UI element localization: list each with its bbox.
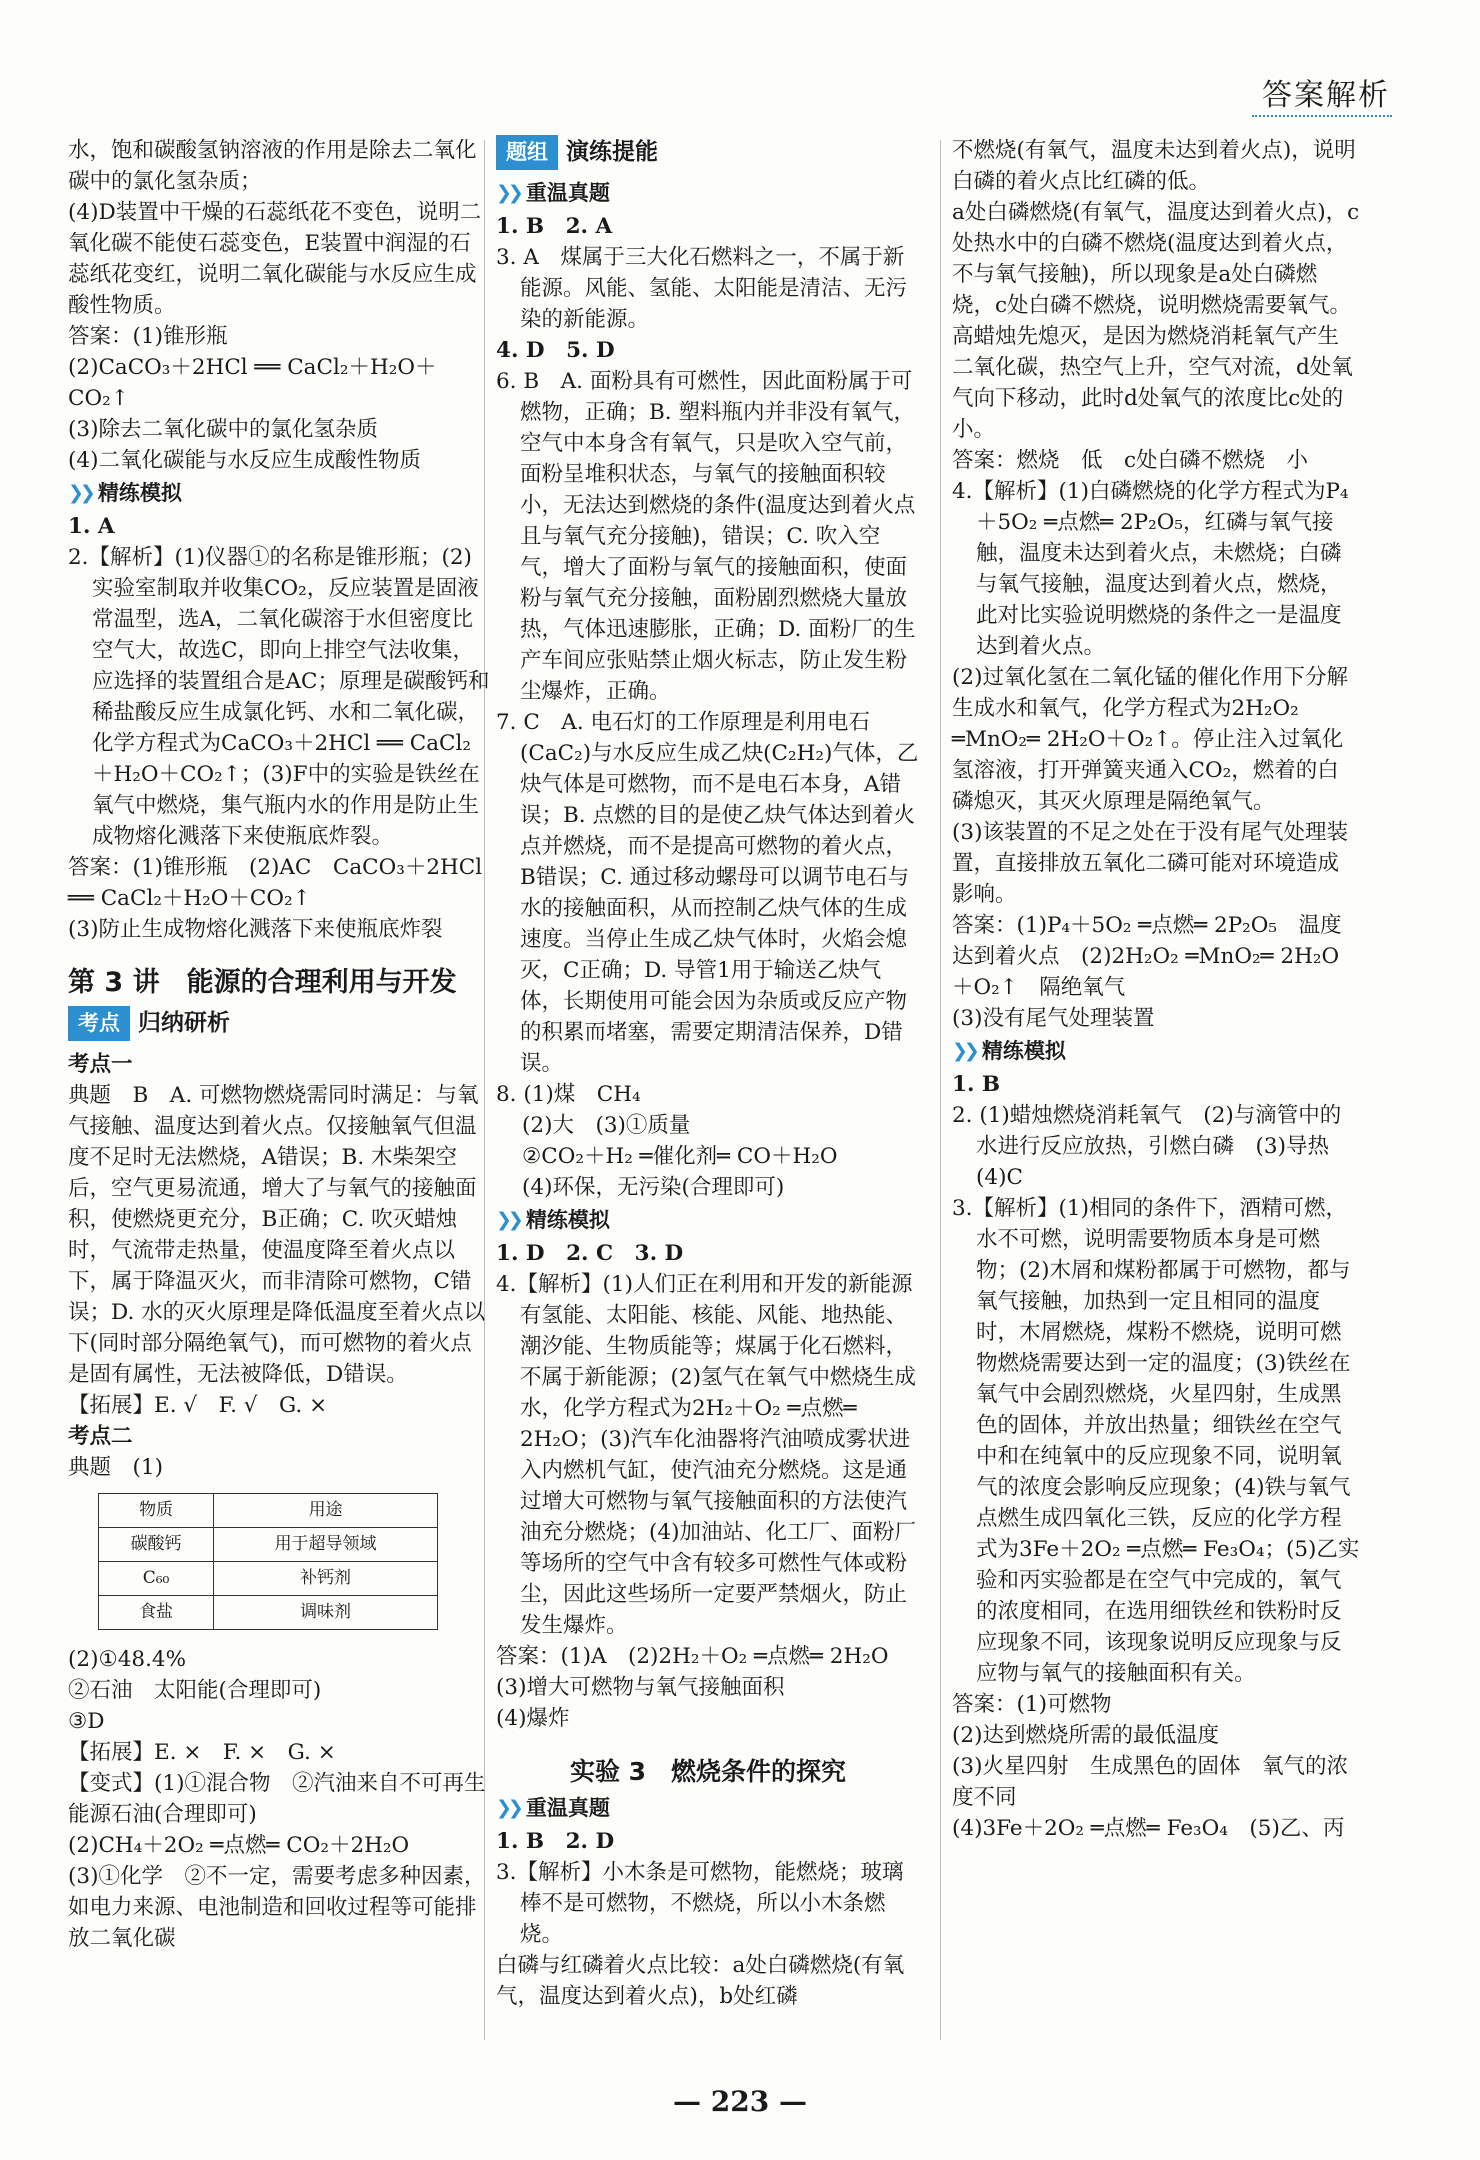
table-cell: 用于超导领域 bbox=[214, 1528, 438, 1562]
chevron-icon: ❯❯ bbox=[496, 1209, 520, 1231]
explanation: 典题 B A. 可燃物燃烧需同时满足：与氧气接触、温度达到着火点。仅接触氧气但温度不足时无法燃烧，A错误；B. 木柴架空后，空气更易流通，增大了与氧气的接触面积，使燃烧更充分，B正确；C. 吹灭蜡烛时，气流带走热量，使温度降至着火点以下，属于降温灭火，而非清除可燃物，C错误；D. 水的灭火原理是降低温度至着火点以下(同时部分隔绝氧气)，而可燃物的着火点是固有属性，无法被降低，D错误。 bbox=[68, 1083, 486, 1387]
text-line: (2)①48.4% bbox=[68, 1647, 187, 1672]
answer-line: (2)达到燃烧所需的最低温度 bbox=[952, 1723, 1219, 1748]
section-heading: ❯❯ 重温真题 bbox=[496, 178, 920, 209]
table-cell: 碳酸钙 bbox=[99, 1528, 214, 1562]
answer-line: 答案：(1)可燃物 bbox=[952, 1692, 1112, 1717]
text-line: (4)D装置中干燥的石蕊纸花不变色，说明二氧化碳不能使石蕊变色，E装置中润湿的石蕊纸花变红，说明二氧化碳能与水反应生成酸性物质。 bbox=[68, 200, 482, 318]
explanation: 7. C A. 电石灯的工作原理是利用电石(CaC₂)与水反应生成乙炔(C₂H₂)气体，乙炔气体是可燃物，而不是电石本身，A错误；B. 点燃的目的是使乙炔气体达到着火点并燃烧，而不是提高可燃物的着火点，B错误；C. 通过移动螺母可以调节电石与水的接触面积，从而控制乙炔气体的生成速度。当停止生成乙炔气体时，火焰会熄灭，C正确；D. 导管1用于输送乙炔气体，长期使用可能会因为杂质或反应产物的积累而堵塞，需要定期清洁保养，D错误。 bbox=[496, 710, 919, 1076]
answer-line: (2)大 (3)①质量 bbox=[522, 1113, 691, 1138]
explanation: 4.【解析】(1)人们正在利用和开发的新能源有氢能、太阳能、核能、风能、地热能、潮汐能、生物质能等；煤属于化石燃料，不属于新能源；(2)氢气在氧气中燃烧生成水，化学方程式为2H₂＋O₂ ═点燃═ 2H₂O；(3)汽车化油器将汽油喷成雾状进入内燃机气缸，使汽油充分燃烧。这是通过增大可燃物与氧气接触面积的方法使汽油充分燃烧；(4)加油站、化工厂、面粉厂等场所的空气中含有较多可燃性气体或粉尘，因此这些场所一定要严禁烟火，防止发生爆炸。 bbox=[496, 1272, 916, 1638]
column-3 bbox=[952, 135, 1360, 1844]
equation-line: ②CO₂＋H₂ ═催化剂═ CO＋H₂O bbox=[522, 1144, 838, 1169]
tag-label: 考点 bbox=[68, 1006, 130, 1041]
section-heading: ❯❯ 重温真题 bbox=[496, 1793, 920, 1824]
table-cell: 补钙剂 bbox=[214, 1562, 438, 1596]
text-line: 白磷与红磷着火点比较：a处白磷燃烧(有氧气，温度达到着火点)，b处红磷 bbox=[496, 1953, 905, 2009]
section-heading: ❯❯ 精练模拟 bbox=[952, 1036, 1360, 1067]
table-header: 物质 bbox=[99, 1494, 214, 1528]
header-rule bbox=[1252, 115, 1392, 117]
chevron-icon: ❯❯ bbox=[496, 182, 520, 204]
answer-line: 答案：(1)A (2)2H₂＋O₂ ═点燃═ 2H₂O bbox=[496, 1644, 889, 1669]
tag-title: 归纳研析 bbox=[138, 1010, 230, 1036]
tag-title: 演练提能 bbox=[566, 139, 658, 165]
variant-line: 【变式】(1)①混合物 ②汽油来自不可再生能源石油(合理即可) bbox=[68, 1771, 486, 1827]
answer-line: 答案：(1)锥形瓶 bbox=[68, 324, 228, 349]
answer-line: (3)防止生成物熔化溅落下来使瓶底炸裂 bbox=[68, 917, 443, 942]
text-line: (2)过氧化氢在二氧化锰的催化作用下分解生成水和氧气，化学方程式为2H₂O₂ ═MnO₂═ 2H₂O＋O₂↑。停止注入过氧化氢溶液，打开弹簧夹通入CO₂，燃着的白磷熄灭，其灭火原理是隔绝氧气。 bbox=[952, 665, 1348, 814]
answer-line: (3)除去二氧化碳中的氯化氢杂质 bbox=[68, 417, 378, 442]
answer-line: (4)爆炸 bbox=[496, 1706, 570, 1731]
answer-line: (4)环保，无污染(合理即可) bbox=[522, 1175, 785, 1200]
table-cell: 食盐 bbox=[99, 1596, 214, 1630]
answer-line: (3)增大可燃物与氧气接触面积 bbox=[496, 1675, 785, 1700]
explanation: 3. A 煤属于三大化石燃料之一，不属于新能源。风能、氢能、太阳能是清洁、无污染的新能源。 bbox=[496, 245, 908, 332]
experiment-title: 实验 3 燃烧条件的探究 bbox=[569, 1757, 847, 1786]
section-heading: ❯❯ 精练模拟 bbox=[68, 478, 490, 509]
page-header: 答案解析 bbox=[1262, 78, 1390, 113]
section-heading: ❯❯ 精练模拟 bbox=[496, 1205, 920, 1236]
page-number: — 223 — bbox=[673, 2085, 807, 2118]
text-line: (3)该装置的不足之处在于没有尾气处理装置，直接排放五氧化二磷可能对环境造成影响。 bbox=[952, 820, 1348, 907]
answer-line: 8. (1)煤 CH₄ bbox=[496, 1082, 641, 1107]
text-line: 典题 (1) bbox=[68, 1455, 163, 1480]
table-cell: 调味剂 bbox=[214, 1596, 438, 1630]
subheading: 考点二 bbox=[68, 1424, 133, 1449]
text-line: (3)①化学 ②不一定，需要考虑多种因素，如电力来源、电池制造和回收过程等可能排放二氧化碳 bbox=[68, 1864, 486, 1951]
answer-line: 1. B 2. A bbox=[496, 214, 613, 239]
answer-line: (2)CaCO₃＋2HCl ══ CaCl₂＋H₂O＋CO₂↑ bbox=[68, 355, 437, 411]
text-line: 不燃烧(有氧气，温度未达到着火点)，说明白磷的着火点比红磷的低。 bbox=[952, 138, 1356, 194]
equation-line: (2)CH₄＋2O₂ ═点燃═ CO₂＋2H₂O bbox=[68, 1833, 410, 1858]
chevron-icon: ❯❯ bbox=[68, 482, 92, 504]
explanation: 3.【解析】(1)相同的条件下，酒精可燃，水不可燃，说明需要物质本身是可燃物；(2)木屑和煤粉都属于可燃物，都与氧气接触，加热到一定且相同的温度时，木屑燃烧，煤粉不燃烧，说明可燃物燃烧需要达到一定的温度；(3)铁丝在氧气中会剧烈燃烧，火星四射，生成黑色的固体，并放出热量；细铁丝在空气中和在纯氧中的反应现象不同，说明氧气的浓度会影响反应现象；(4)铁与氧气点燃生成四氧化三铁，反应的化学方程式为3Fe＋2O₂ ═点燃═ Fe₃O₄；(5)乙实验和丙实验都是在空气中完成的，氧气的浓度相同，在选用细铁丝和铁粉时反应现象不同，该现象说明反应现象与反应物与氧气的接触面积有关。 bbox=[952, 1196, 1360, 1686]
explanation: 6. B A. 面粉具有可燃性，因此面粉属于可燃物，正确；B. 塑料瓶内并非没有氧气，空气中本身含有氧气，只是吹入空气前，面粉呈堆积状态，与氧气的接触面积较小，无法达到燃烧的条件(温度达到着火点且与氧气充分接触)，错误；C. 吹入空气，增大了面粉与氧气的接触面积，使面粉与氧气充分接触，面粉剧烈燃烧大量放热，气体迅速膨胀，正确；D. 面粉厂的生产车间应张贴禁止烟火标志，防止发生粉尘爆炸，正确。 bbox=[496, 369, 916, 704]
chevron-icon: ❯❯ bbox=[496, 1797, 520, 1819]
explanation: 2.【解析】(1)仪器①的名称是锥形瓶；(2)实验室制取并收集CO₂，反应装置是固液常温型，选A，二氧化碳溶于水但密度比空气大，故选C，即向上排空气法收集，应选择的装置组合是AC；原理是碳酸钙和稀盐酸反应生成氯化钙、水和二氧化碳，化学方程式为CaCO₃＋2HCl ══ CaCl₂＋H₂O＋CO₂↑；(3)F中的实验是铁丝在氧气中燃烧，集气瓶内水的作用是防止生成物熔化溅落下来使瓶底炸裂。 bbox=[68, 545, 490, 849]
column-divider bbox=[940, 140, 941, 2040]
explanation: 3.【解析】小木条是可燃物，能燃烧；玻璃棒不是可燃物，不燃烧，所以小木条燃烧。 bbox=[496, 1860, 904, 1947]
answer-line: 答案：燃烧 低 c处白磷不燃烧 小 bbox=[952, 448, 1309, 473]
answer-line: 答案：(1)锥形瓶 (2)AC CaCO₃＋2HCl ══ CaCl₂＋H₂O＋CO₂↑ bbox=[68, 855, 483, 911]
tag-row bbox=[68, 1006, 490, 1041]
answer-line: 1. A bbox=[68, 514, 115, 539]
matching-table bbox=[98, 1493, 438, 1630]
answer-line: (3)火星四射 生成黑色的固体 氧气的浓度不同 bbox=[952, 1754, 1348, 1810]
tag-label: 题组 bbox=[496, 135, 558, 170]
subheading: 考点一 bbox=[68, 1052, 133, 1077]
text-line: ②石油 太阳能(合理即可) bbox=[68, 1678, 322, 1703]
answer-line: 1. B 2. D bbox=[496, 1829, 615, 1854]
extension-line: 【拓展】E. √ F. √ G. × bbox=[68, 1393, 328, 1418]
explanation: 4.【解析】(1)白磷燃烧的化学方程式为P₄＋5O₂ ═点燃═ 2P₂O₅，红磷与氧气接触，温度未达到着火点，未燃烧；白磷与氧气接触，温度达到着火点，燃烧，此对比实验说明燃烧的条件之一是温度达到着火点。 bbox=[952, 479, 1349, 659]
column-1 bbox=[68, 135, 490, 1954]
answer-line: 4. D 5. D bbox=[496, 338, 615, 363]
table-header: 用途 bbox=[214, 1494, 438, 1528]
answer-line: (4)3Fe＋2O₂ ═点燃═ Fe₃O₄ (5)乙、丙 bbox=[952, 1816, 1345, 1841]
tag-row bbox=[496, 135, 920, 170]
text-line: 高蜡烛先熄灭，是因为燃烧消耗氧气产生二氧化碳，热空气上升，空气对流，d处氧气向下移动，此时d处氧气的浓度比c处的小。 bbox=[952, 324, 1353, 442]
lecture-title: 第 3 讲 能源的合理利用与开发 bbox=[68, 967, 457, 998]
text-line: a处白磷燃烧(有氧气，温度达到着火点)，c处热水中的白磷不燃烧(温度达到着火点，不与氧气接触)，所以现象是a处白磷燃烧，c处白磷不燃烧，说明燃烧需要氧气。 bbox=[952, 200, 1360, 318]
column-2 bbox=[496, 135, 920, 2012]
table-cell: C₆₀ bbox=[99, 1562, 214, 1596]
text-line: 水，饱和碳酸氢钠溶液的作用是除去二氧化碳中的氯化氢杂质； bbox=[68, 138, 477, 194]
chevron-icon: ❯❯ bbox=[952, 1040, 976, 1062]
answer-line: (3)没有尾气处理装置 bbox=[952, 1006, 1155, 1031]
answer-line: (4)二氧化碳能与水反应生成酸性物质 bbox=[68, 448, 421, 473]
answer-line: 1. D 2. C 3. D bbox=[496, 1241, 684, 1266]
answer-line: 答案：(1)P₄＋5O₂ ═点燃═ 2P₂O₅ 温度达到着火点 (2)2H₂O₂ ═MnO₂═ 2H₂O＋O₂↑ 隔绝氧气 bbox=[952, 913, 1342, 1000]
extension-line: 【拓展】E. × F. × G. × bbox=[68, 1740, 336, 1765]
text-line: ③D bbox=[68, 1709, 105, 1734]
explanation: 2. (1)蜡烛燃烧消耗氧气 (2)与滴管中的水进行反应放热，引燃白磷 (3)导热 (4)C bbox=[952, 1103, 1351, 1190]
answer-line: 1. B bbox=[952, 1072, 1001, 1097]
